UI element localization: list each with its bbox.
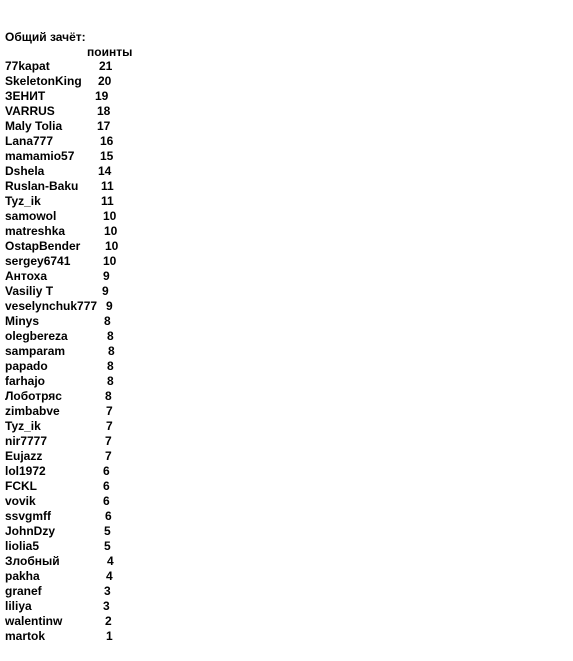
player-name: pakha (5, 569, 40, 583)
player-name: Lana777 (5, 134, 54, 148)
player-name: papado (5, 359, 48, 373)
player-name: lol1972 (5, 464, 46, 478)
player-points: 8 (107, 374, 114, 388)
player-points: 8 (105, 389, 112, 403)
player-points: 3 (103, 599, 110, 613)
player-name: Maly Tolia (5, 119, 63, 133)
player-points: 18 (97, 104, 111, 118)
player-points: 4 (106, 569, 113, 583)
player-name: nir7777 (5, 434, 48, 448)
player-points: 10 (103, 209, 117, 223)
player-points: 8 (107, 329, 114, 343)
player-points: 7 (105, 434, 112, 448)
player-points: 3 (104, 584, 111, 598)
player-points: 14 (98, 164, 112, 178)
player-name: mamamio57 (5, 149, 75, 163)
player-name: Dshela (5, 164, 45, 178)
player-name: OstapBender (5, 239, 81, 253)
player-name: farhajo (5, 374, 46, 388)
player-name: sergey6741 (5, 254, 71, 268)
player-name: 77kapat (5, 59, 50, 73)
player-name: JohnDzy (5, 524, 56, 538)
player-name: SkeletonKing (5, 74, 82, 88)
player-name: liolia5 (5, 539, 40, 553)
player-points: 16 (100, 134, 114, 148)
player-name: Лоботряс (5, 389, 62, 403)
player-points: 6 (105, 509, 112, 523)
player-points: 20 (98, 74, 112, 88)
player-name: samowol (5, 209, 57, 223)
player-points: 8 (108, 344, 115, 358)
player-points: 7 (106, 419, 113, 433)
player-name: Minys (5, 314, 40, 328)
player-points: 7 (106, 404, 113, 418)
player-name: Антоха (5, 269, 48, 283)
player-points: 5 (104, 539, 111, 553)
player-name: granef (5, 584, 42, 598)
player-name: FCKL (5, 479, 37, 493)
player-name: veselynchuk777 (5, 299, 98, 313)
player-name: Злобный (5, 554, 60, 568)
player-points: 9 (106, 299, 113, 313)
player-points: 4 (107, 554, 114, 568)
player-name: vovik (5, 494, 36, 508)
player-name: olegbereza (5, 329, 68, 343)
player-points: 10 (104, 224, 118, 238)
page-title: Общий зачёт: (5, 30, 86, 44)
player-points: 21 (99, 59, 113, 73)
player-name: zimbabve (5, 404, 60, 418)
player-points: 7 (105, 449, 112, 463)
player-name: ssvgmff (5, 509, 52, 523)
player-name: samparam (5, 344, 66, 358)
player-name: Tyz_ik (5, 194, 41, 208)
player-points: 11 (101, 194, 114, 208)
player-points: 10 (103, 254, 117, 268)
player-name: Ruslan-Baku (5, 179, 79, 193)
player-name: liliya (5, 599, 32, 613)
player-name: Vasiliy T (5, 284, 54, 298)
player-points: 6 (103, 479, 110, 493)
player-points: 8 (107, 359, 114, 373)
player-points: 2 (105, 614, 112, 628)
player-points: 9 (103, 269, 110, 283)
player-points: 19 (95, 89, 109, 103)
points-column-header: поинты (87, 45, 133, 59)
player-points: 1 (106, 629, 113, 643)
player-points: 6 (103, 464, 110, 478)
player-points: 8 (104, 314, 111, 328)
player-name: ЗЕНИТ (5, 89, 46, 103)
player-name: Eujazz (5, 449, 43, 463)
player-name: Tyz_ik (5, 419, 41, 433)
player-name: matreshka (5, 224, 66, 238)
player-name: martok (5, 629, 46, 643)
player-name: VARRUS (5, 104, 55, 118)
player-points: 15 (100, 149, 114, 163)
player-points: 6 (103, 494, 110, 508)
player-points: 10 (105, 239, 119, 253)
player-points: 9 (102, 284, 109, 298)
player-name: walentinw (5, 614, 63, 628)
player-points: 5 (104, 524, 111, 538)
player-points: 17 (97, 119, 111, 133)
player-points: 11 (101, 179, 114, 193)
